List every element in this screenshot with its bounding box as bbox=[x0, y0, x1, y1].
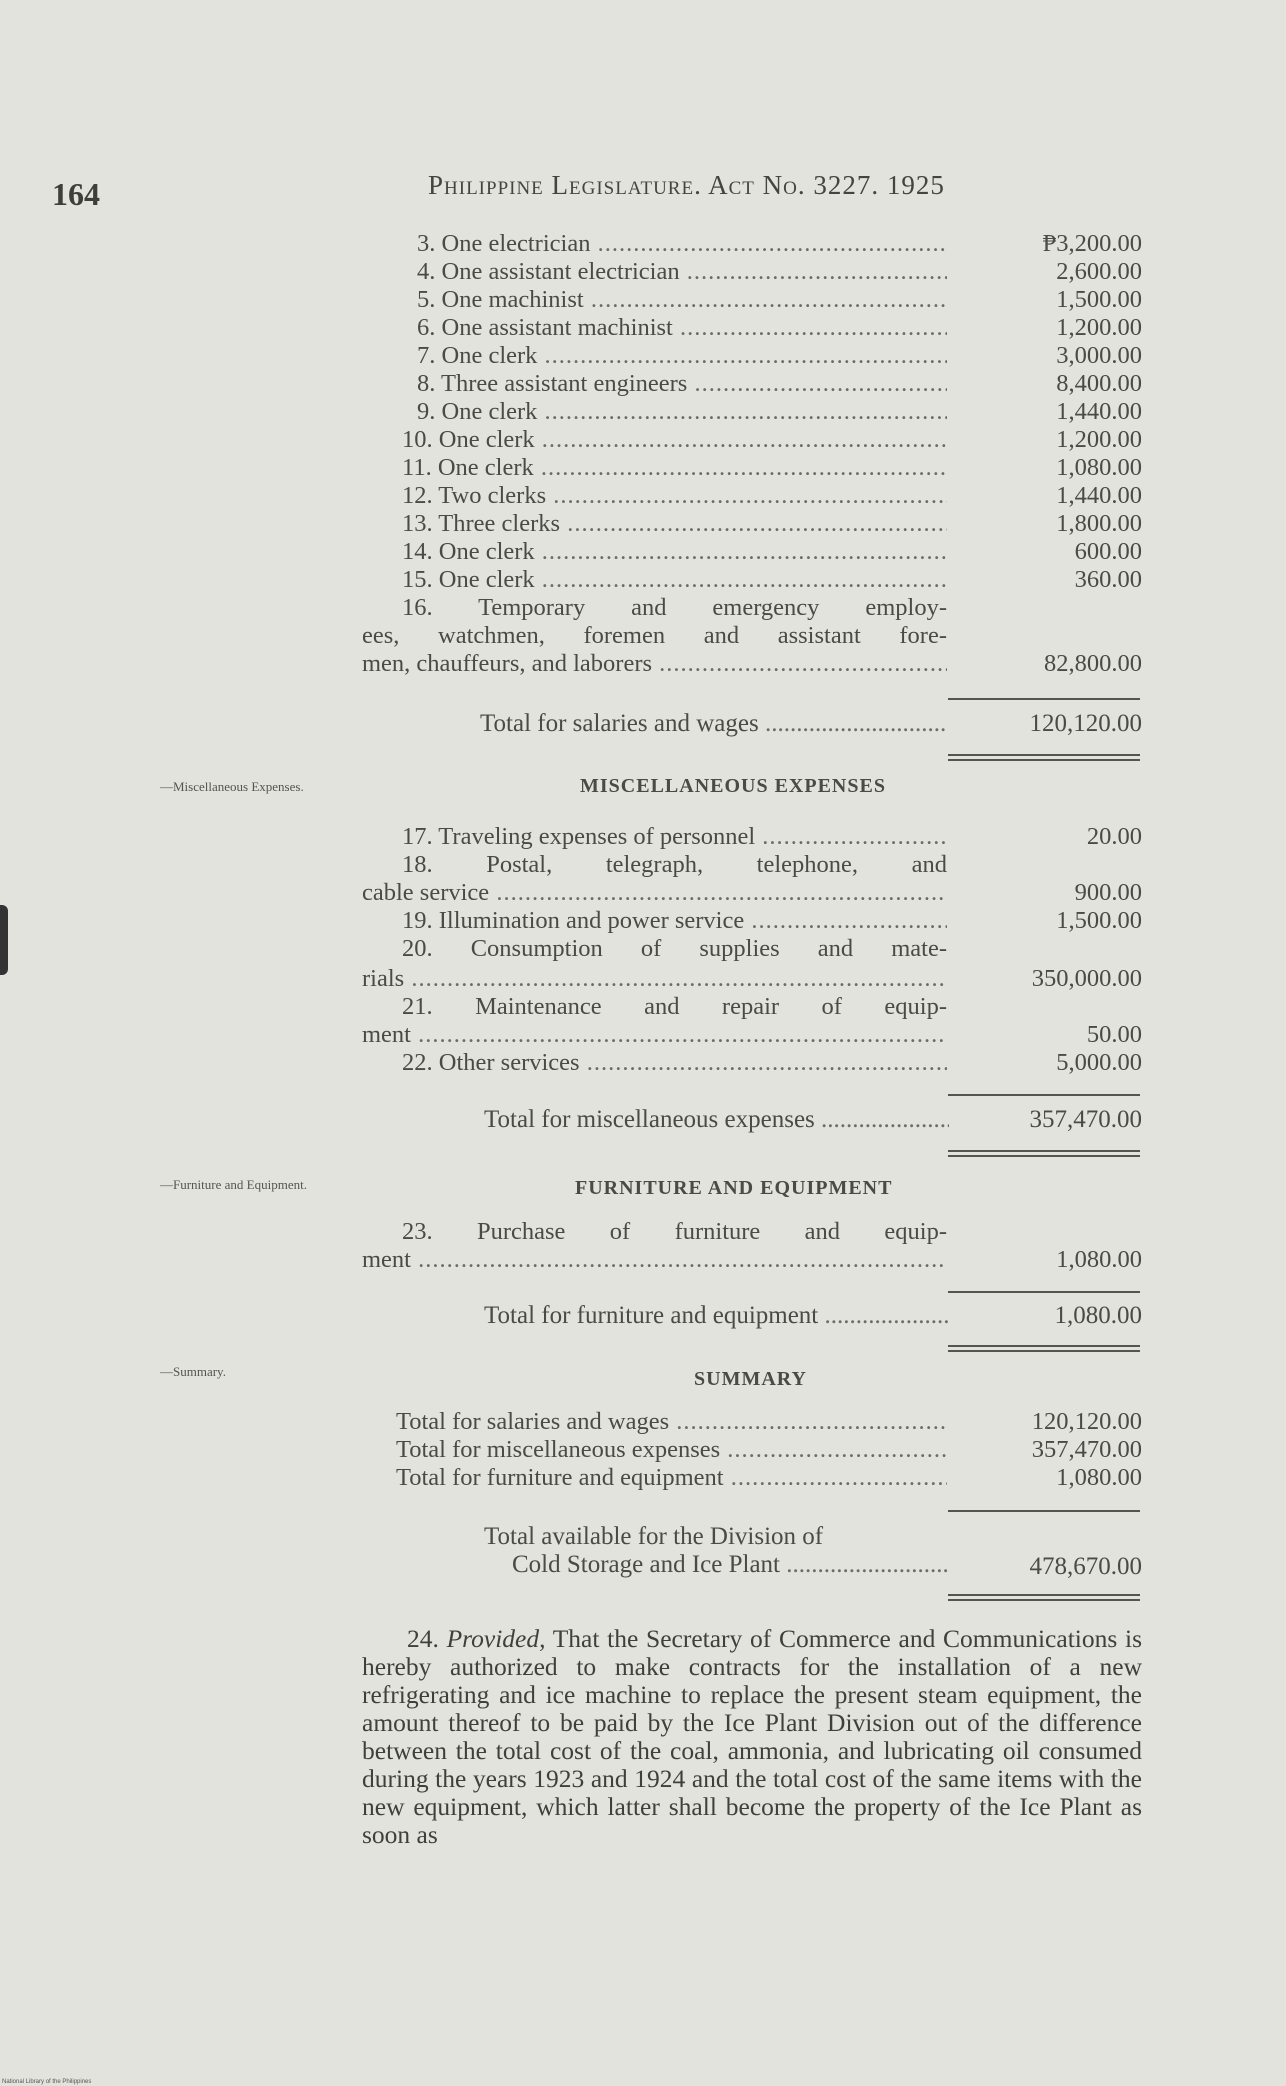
list-item: 4. One assistant electrician ..... 2,600.00 bbox=[362, 258, 1142, 286]
section-heading-misc: MISCELLANEOUS EXPENSES bbox=[580, 775, 886, 797]
list-item: 14. One clerk ..... 600.00 bbox=[362, 538, 1142, 566]
list-item: 9. One clerk ..... 1,440.00 bbox=[362, 398, 1142, 426]
section-heading-summary: SUMMARY bbox=[694, 1368, 807, 1390]
list-item: men, chauffeurs, and laborers ..... 82,800.00 bbox=[362, 650, 1142, 678]
list-item: 20. Consumption of supplies and mate- bbox=[402, 935, 947, 962]
list-item: 16. Temporary and emergency employ- bbox=[402, 594, 947, 621]
total-double-rule bbox=[948, 754, 1140, 761]
total-double-rule bbox=[948, 1594, 1140, 1601]
list-item: 6. One assistant machinist ..... 1,200.00 bbox=[362, 314, 1142, 342]
margin-note-misc: —Miscellaneous Expenses. bbox=[160, 779, 304, 794]
proviso-body: That the Secretary of Commerce and Communications is hereby authorized to make contracts for the installation of a new refrigerating and ice machine to replace the present steam equipment, the amount thereof to be paid by the Ice Plant Division out of the difference between the total cost of the coal, ammonia, and lubricating oil consumed during the years 1923 and 1924 and the total cost of the same items with the new equipment, which latter shall become the property of the Ice Plant as soon as bbox=[362, 1624, 1142, 1849]
list-item: cable service ..... 900.00 bbox=[362, 879, 1142, 907]
proviso-italic: Provided, bbox=[446, 1624, 546, 1653]
page-edge-mark bbox=[0, 905, 8, 975]
list-item: 10. One clerk ..... 1,200.00 bbox=[362, 426, 1142, 454]
list-item: 15. One clerk ..... 360.00 bbox=[362, 566, 1142, 594]
list-item: 7. One clerk ..... 3,000.00 bbox=[362, 342, 1142, 370]
list-item: 13. Three clerks ..... 1,800.00 bbox=[362, 510, 1142, 538]
grand-total-amount: 478,670.00 bbox=[1029, 1553, 1142, 1580]
grand-total-label-line2: Cold Storage and Ice Plant ..... bbox=[512, 1550, 949, 1580]
list-item: 3. One electrician ..... ₱3,200.00 bbox=[362, 230, 1142, 258]
list-item: Total for furniture and equipment ..... 1,080.00 bbox=[362, 1464, 1142, 1492]
margin-note-furniture: —Furniture and Equipment. bbox=[160, 1177, 307, 1192]
footer-credit: National Library of the Philippines bbox=[2, 2079, 92, 2085]
grand-total-label-line1: Total available for the Division of bbox=[484, 1523, 824, 1550]
list-item: 21. Maintenance and repair of equip- bbox=[402, 993, 947, 1020]
list-item: ees, watchmen, foremen and assistant fore- bbox=[362, 622, 947, 649]
list-item: 5. One machinist ..... 1,500.00 bbox=[362, 286, 1142, 314]
list-item: 19. Illumination and power service ..... 1,500.00 bbox=[362, 907, 1142, 935]
running-head: Philippine Legislature. Act No. 3227. 1925 bbox=[428, 170, 945, 200]
page-number: 164 bbox=[52, 176, 100, 212]
subtotal-rule bbox=[948, 1291, 1140, 1293]
list-item: 18. Postal, telegraph, telephone, and bbox=[402, 851, 947, 878]
subtotal-rule bbox=[948, 698, 1140, 700]
list-item: rials ..... 350,000.00 bbox=[362, 965, 1142, 993]
list-item: Total for salaries and wages ..... 120,120.00 bbox=[362, 1408, 1142, 1436]
list-item: ment ..... 1,080.00 bbox=[362, 1246, 1142, 1274]
subtotal-rule bbox=[948, 1510, 1140, 1512]
margin-note-summary: —Summary. bbox=[160, 1364, 226, 1379]
section-heading-furniture: FURNITURE AND EQUIPMENT bbox=[575, 1177, 893, 1199]
proviso-number: 24. bbox=[407, 1624, 439, 1653]
list-item: 11. One clerk ..... 1,080.00 bbox=[362, 454, 1142, 482]
list-item: 23. Purchase of furniture and equip- bbox=[402, 1218, 947, 1245]
list-item: 8. Three assistant engineers ..... 8,400.00 bbox=[362, 370, 1142, 398]
list-item: Total for miscellaneous expenses ..... 357,470.00 bbox=[362, 1436, 1142, 1464]
list-item: 12. Two clerks ..... 1,440.00 bbox=[362, 482, 1142, 510]
total-double-rule bbox=[948, 1150, 1140, 1157]
list-item: ment ..... 50.00 bbox=[362, 1021, 1142, 1049]
proviso-paragraph bbox=[362, 1625, 1142, 1849]
total-double-rule bbox=[948, 1345, 1140, 1352]
list-item: 17. Traveling expenses of personnel ..... 20.00 bbox=[362, 823, 1142, 851]
list-item: 22. Other services ..... 5,000.00 bbox=[362, 1049, 1142, 1077]
subtotal-rule bbox=[948, 1094, 1140, 1096]
